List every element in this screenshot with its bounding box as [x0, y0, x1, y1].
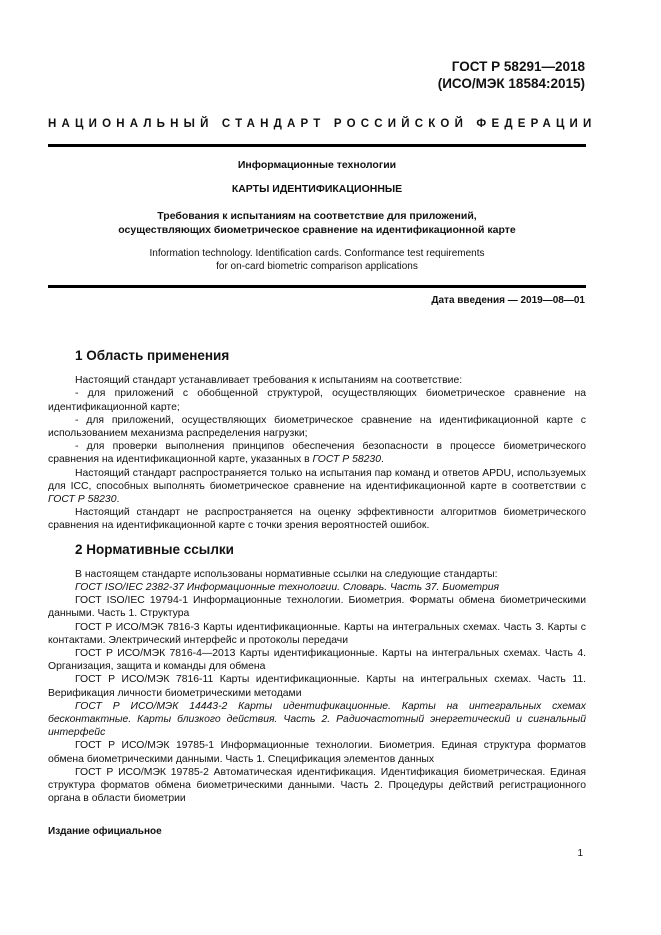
section-2-heading: 2 Нормативные ссылки: [75, 541, 234, 557]
section-1-para-1: Настоящий стандарт устанавливает требования к испытаниям на соответствие:: [75, 375, 463, 387]
document-body: [48, 341, 586, 806]
official-edition-note: Издание официальное: [48, 826, 162, 837]
section-1-para-5: [48, 467, 586, 507]
introduction-date: Дата введения — 2019—08—01: [431, 295, 585, 306]
bottom-divider: [48, 285, 586, 288]
title-line-1: Информационные технологии: [237, 159, 397, 171]
reference-3: ГОСТ Р ИСО/МЭК 7816-3 Карты идентификационные. Карты на интегральных схемах. Часть 3. Карты с контактами. Электрический интерфейс и протоколы передачи: [48, 621, 586, 646]
gost-code: ГОСТ Р 58291—2018: [451, 59, 585, 74]
title-line-3: [48, 209, 586, 237]
title-line-3b: осуществляющих биометрическое сравнение на идентификационной карте: [118, 224, 516, 236]
reference-6: ГОСТ Р ИСО/МЭК 14443-2 Карты идентификационные. Карты на интегральных схемах бесконтактные. Карты близкого действия. Часть 2. Радиочастотный энергетический и сигнальный интерфейс: [48, 700, 586, 739]
section-1-para-3: - для приложений, осуществляющих биометрическое сравнение на идентификационной карте с использованием механизма распределения нагрузки;: [48, 414, 586, 440]
reference-7: ГОСТ Р ИСО/МЭК 19785-1 Информационные технологии. Биометрия. Единая структура форматов обмена биометрическими данными. Часть 1. Спецификация элементов данных: [48, 740, 586, 765]
top-divider: [48, 144, 586, 147]
section-1-para-4-ref: ГОСТ Р 58230: [312, 454, 381, 466]
reference-1: ГОСТ ISO/IEC 2382-37 Информационные технологии. Словарь. Часть 37. Биометрия: [75, 582, 500, 594]
section-1-para-6: Настоящий стандарт не распространяется на оценку эффективности алгоритмов биометрического сравнения на идентификационной карте с точки зрения вероятностей ошибок.: [48, 507, 586, 532]
section-1-heading: 1 Область применения: [75, 348, 230, 363]
section-2-intro: В настоящем стандарте использованы нормативные ссылки на следующие стандарты:: [75, 568, 498, 580]
iso-code: (ИСО/МЭК 18584:2015): [437, 76, 585, 91]
section-1-para-2: - для приложений с обобщенной структурой, осуществляющих биометрическое сравнение на идентификационной карте;: [48, 388, 586, 413]
document-codes: [438, 58, 585, 92]
title-line-3a: Требования к испытаниям на соответствие для приложений,: [157, 210, 477, 222]
section-1-para-4-text: - для проверки выполнения принципов обеспечения безопасности в процессе биометрического сравнения на идентификационной карте, указанных в: [48, 441, 586, 466]
section-1-para-5-ref: ГОСТ Р 58230: [48, 494, 117, 506]
title-line-2: КАРТЫ ИДЕНТИФИКАЦИОННЫЕ: [231, 183, 403, 195]
reference-4: ГОСТ Р ИСО/МЭК 7816-4—2013 Карты идентификационные. Карты на интегральных схемах. Часть 4. Организация, защита и команды для обмена: [48, 648, 586, 673]
section-1-para-4: [48, 440, 586, 466]
section-1-para-5-text: Настоящий стандарт распространяется только на испытания пар команд и ответов APDU, используемых для ICC, способных выполнять биометрическое сравнение на идентификационной карте в соответствии с: [48, 467, 586, 492]
section-1-para-5-end: .: [116, 494, 120, 506]
english-title: [48, 247, 586, 273]
english-title-a: Information technology. Identification cards. Conformance test requirements: [149, 248, 485, 259]
english-title-b: for on-card biometric comparison applications: [216, 261, 418, 272]
section-1-para-4-end: .: [381, 454, 384, 466]
national-standard-banner: НАЦИОНАЛЬНЫЙ СТАНДАРТ РОССИЙСКОЙ ФЕДЕРАЦИИ: [48, 118, 597, 130]
reference-2: ГОСТ ISO/IEC 19794-1 Информационные технологии. Биометрия. Форматы обмена биометрическими данными. Часть 1. Структура: [48, 595, 586, 620]
reference-8: ГОСТ Р ИСО/МЭК 19785-2 Автоматическая идентификация. Идентификация биометрическая. Единая структура форматов обмена биометрическими данными. Часть 2. Процедуры действий регистрационного органа в области биометрии: [48, 766, 586, 805]
reference-5: ГОСТ Р ИСО/МЭК 7816-11 Карты идентификационные. Карты на интегральных схемах. Часть 11. Верификация личности биометрическими методами: [48, 674, 586, 699]
page-number: 1: [577, 848, 583, 859]
